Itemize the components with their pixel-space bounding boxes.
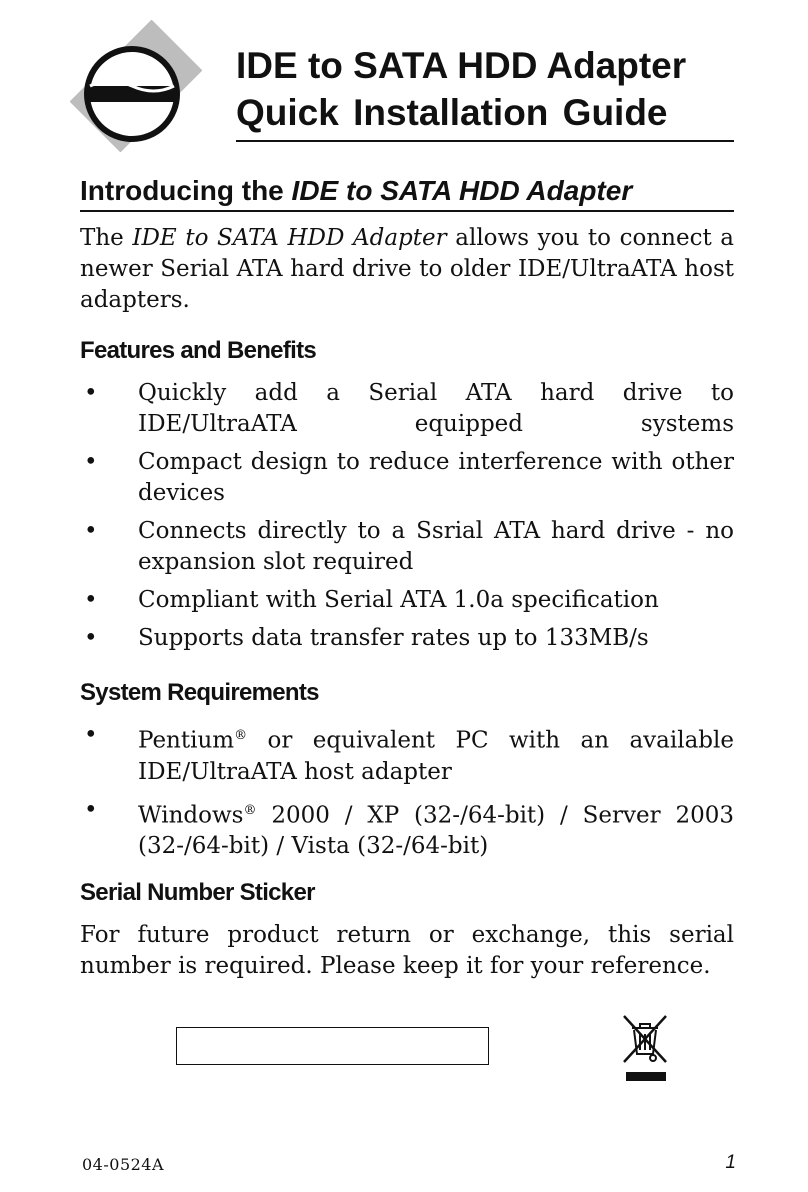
intro-text-product: IDE to SATA HDD Adapter: [132, 225, 447, 251]
intro-text-prefix: The: [80, 225, 124, 251]
feature-text: Compact design to reduce interference with other devices: [138, 449, 734, 506]
bullet-icon: •: [84, 587, 98, 613]
bullet-icon: •: [84, 449, 98, 475]
features-heading: Features and Benefits: [80, 337, 317, 364]
title-line-1: IDE to SATA HDD Adapter: [236, 45, 687, 86]
intro-text-body: allows you to connect a newer Serial ATA hard drive to older IDE/UltraATA host adapters.: [80, 225, 735, 313]
title-divider: [236, 140, 734, 142]
requirement-text-start: Windows: [138, 802, 244, 829]
registered-mark: ®: [234, 728, 248, 743]
requirement-text-rest: 2000 / XP (32-/64-bit) / Server 2003 (32-/64-bit) / Vista (32-/64-bit): [138, 802, 734, 860]
intro-heading-prefix: Introducing the: [80, 175, 284, 206]
feature-item: [80, 378, 734, 440]
features-list: [80, 378, 734, 661]
requirement-item: [80, 720, 734, 788]
brand-logo: [70, 20, 202, 152]
requirement-item: [80, 795, 734, 863]
feature-text: Connects directly to a Ssrial ATA hard drive - no expansion slot required: [138, 518, 734, 575]
page-title: [236, 42, 736, 136]
intro-heading-product: IDE to SATA HDD Adapter: [291, 175, 633, 206]
serial-number-box: [176, 1027, 489, 1065]
feature-item: [80, 623, 734, 654]
title-line-2: Quick Installation Guide: [236, 92, 668, 133]
document-number: 04-0524A: [82, 1155, 165, 1174]
serial-paragraph: For future product return or exchange, this serial number is required. Please keep it for your reference.: [80, 922, 734, 979]
bullet-icon: •: [84, 722, 98, 748]
bullet-icon: •: [84, 625, 98, 651]
requirement-text-start: Pentium: [138, 727, 235, 754]
registered-mark: ®: [243, 802, 257, 818]
serial-heading: Serial Number Sticker: [80, 879, 315, 906]
intro-paragraph: [80, 223, 734, 316]
requirements-heading: System Requirements: [80, 679, 319, 706]
requirements-list: [80, 720, 734, 869]
intro-heading: [80, 172, 734, 210]
page-number: 1: [725, 1152, 736, 1173]
feature-item: [80, 585, 734, 616]
feature-item: [80, 516, 734, 578]
bullet-icon: •: [84, 380, 98, 406]
intro-heading-divider: [80, 210, 734, 212]
bullet-icon: •: [84, 518, 98, 544]
feature-text: Quickly add a Serial ATA hard drive to IDE/UltraATA equipped systems: [138, 380, 734, 437]
requirement-text-rest: or equivalent PC with an available IDE/UltraATA host adapter: [138, 727, 734, 785]
feature-text: Compliant with Serial ATA 1.0a specification: [138, 587, 659, 613]
feature-text: Supports data transfer rates up to 133MB/s: [138, 625, 649, 651]
crossed-out-wheelie-bin-icon: [618, 1010, 672, 1082]
bullet-icon: •: [84, 796, 98, 823]
feature-item: [80, 447, 734, 509]
